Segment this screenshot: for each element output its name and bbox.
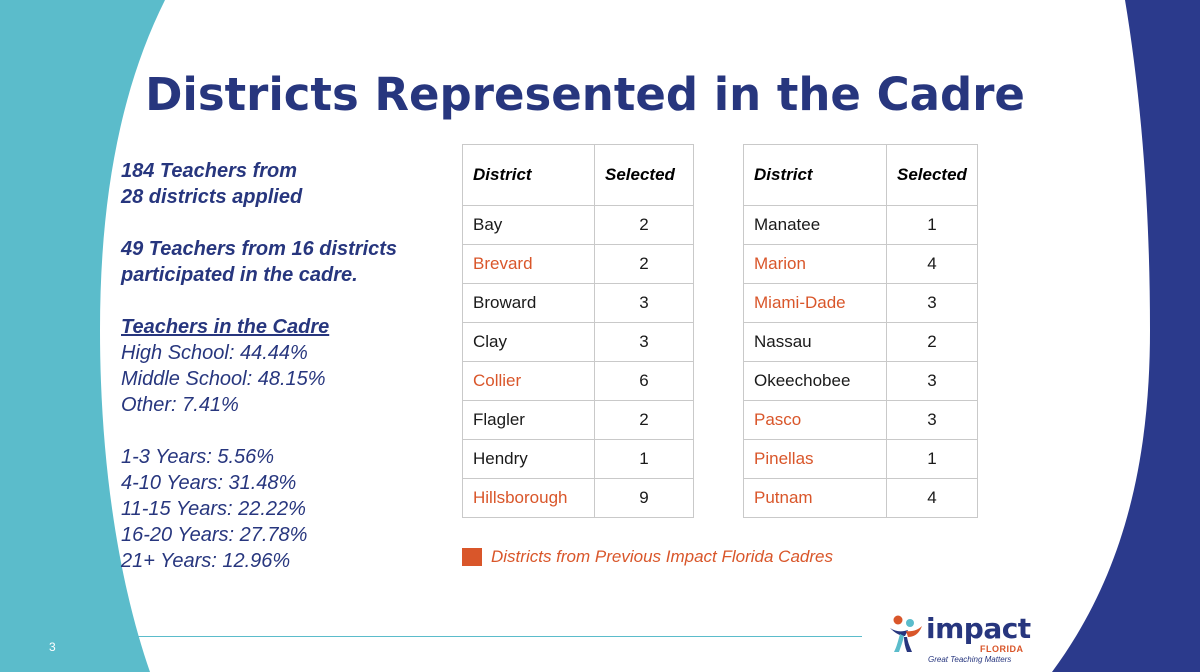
table-row [463, 206, 694, 245]
stat-years: 16-20 Years: 27.78% [121, 524, 308, 546]
table-row [744, 479, 978, 518]
stat-level: High School: 44.44% [121, 342, 308, 364]
table-body [744, 206, 978, 518]
cadre-heading: Teachers in the Cadre [121, 316, 330, 338]
selected-cell: 2 [595, 206, 694, 245]
table-body [463, 206, 694, 518]
stat-participated-line1: 49 Teachers from 16 districts [121, 238, 398, 260]
people-logo-icon [888, 614, 924, 654]
district-cell: Putnam [744, 479, 887, 518]
district-cell: Nassau [744, 323, 887, 362]
table-header-row [744, 145, 978, 206]
district-cell: Bay [463, 206, 595, 245]
district-cell: Brevard [463, 245, 595, 284]
table-row [744, 440, 978, 479]
selected-cell: 4 [887, 245, 978, 284]
district-cell: Clay [463, 323, 595, 362]
legend-label: Districts from Previous Impact Florida Cadres [491, 547, 833, 566]
selected-cell: 3 [887, 284, 978, 323]
stat-applied-line1: 184 Teachers from [121, 160, 298, 182]
logo-wordmark: impact [926, 612, 1031, 645]
page-number: 3 [49, 640, 56, 654]
district-table-right [743, 144, 978, 518]
table-row [463, 245, 694, 284]
stat-years: 1-3 Years: 5.56% [121, 446, 275, 468]
column-header-selected: Selected [887, 145, 978, 206]
column-header-district: District [744, 145, 887, 206]
district-table-left [462, 144, 694, 518]
district-cell: Pinellas [744, 440, 887, 479]
spacer [121, 418, 441, 444]
selected-cell: 3 [887, 362, 978, 401]
logo-tagline: Great Teaching Matters [928, 655, 1012, 664]
stat-level: Other: 7.41% [121, 394, 239, 416]
table-header-row [463, 145, 694, 206]
district-cell: Manatee [744, 206, 887, 245]
stat-level: Middle School: 48.15% [121, 368, 326, 390]
table-row [463, 362, 694, 401]
table-row [463, 284, 694, 323]
district-cell: Hendry [463, 440, 595, 479]
table-row [463, 323, 694, 362]
district-cell: Pasco [744, 401, 887, 440]
stat-participated-line2: participated in the cadre. [121, 264, 358, 286]
table-row [463, 479, 694, 518]
selected-cell: 1 [595, 440, 694, 479]
district-cell: Hillsborough [463, 479, 595, 518]
selected-cell: 2 [887, 323, 978, 362]
legend [462, 547, 833, 567]
stat-years: 11-15 Years: 22.22% [121, 498, 306, 520]
legend-swatch [462, 548, 482, 566]
table-row [744, 284, 978, 323]
district-cell: Flagler [463, 401, 595, 440]
stats-panel [121, 158, 441, 574]
selected-cell: 4 [887, 479, 978, 518]
column-header-selected: Selected [595, 145, 694, 206]
selected-cell: 3 [595, 323, 694, 362]
table-row [744, 245, 978, 284]
selected-cell: 9 [595, 479, 694, 518]
district-cell: Marion [744, 245, 887, 284]
district-cell: Broward [463, 284, 595, 323]
district-cell: Miami-Dade [744, 284, 887, 323]
stat-applied-line2: 28 districts applied [121, 186, 303, 208]
table-row [744, 323, 978, 362]
table-row [744, 362, 978, 401]
selected-cell: 3 [887, 401, 978, 440]
selected-cell: 6 [595, 362, 694, 401]
spacer [121, 210, 441, 236]
footer-divider [118, 636, 862, 637]
table-row [463, 440, 694, 479]
table-row [744, 401, 978, 440]
selected-cell: 1 [887, 440, 978, 479]
spacer [121, 288, 441, 314]
selected-cell: 1 [887, 206, 978, 245]
stat-years: 4-10 Years: 31.48% [121, 472, 297, 494]
selected-cell: 2 [595, 401, 694, 440]
district-cell: Okeechobee [744, 362, 887, 401]
selected-cell: 3 [595, 284, 694, 323]
column-header-district: District [463, 145, 595, 206]
page-title: Districts Represented in the Cadre [145, 68, 1025, 121]
table-row [744, 206, 978, 245]
logo-subtitle: FLORIDA [980, 644, 1024, 654]
district-cell: Collier [463, 362, 595, 401]
selected-cell: 2 [595, 245, 694, 284]
table-row [463, 401, 694, 440]
impact-florida-logo [888, 610, 1031, 666]
stat-years: 21+ Years: 12.96% [121, 550, 291, 572]
